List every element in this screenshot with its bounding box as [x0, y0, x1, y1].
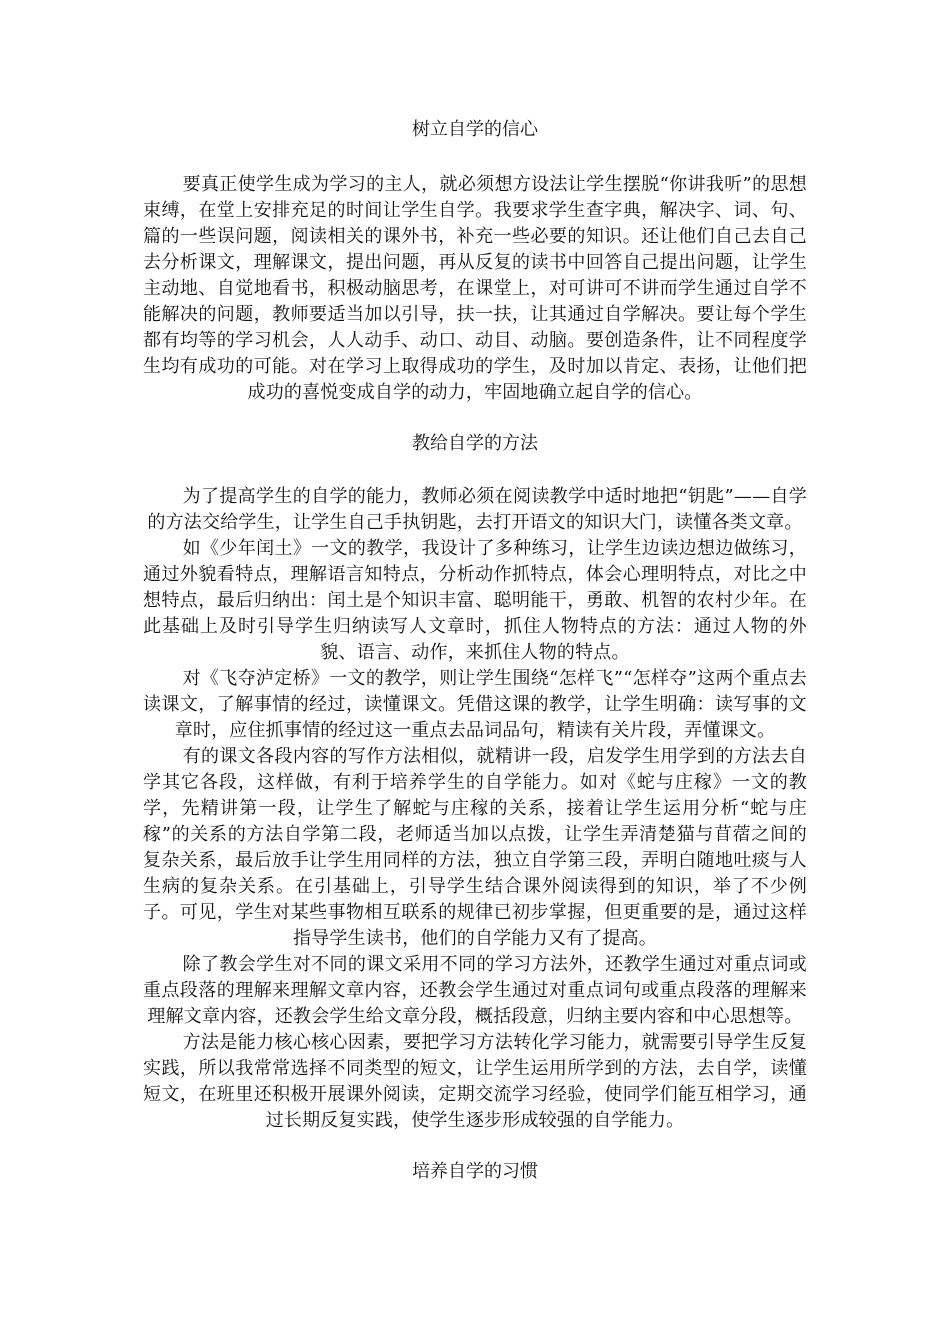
paragraph: 方法是能力核心核心因素，要把学习方法转化学习能力，就需要引导学生反复实践，所以我常常选择不同类型的短文，让学生运用所学到的方法，去自学，读懂短文，在班里还积极开展课外阅读，定期交流学习经验，使同学们能互相学习，通过长期反复实践，使学生逐步形成较强的自学能力。	[143, 1032, 807, 1131]
paragraph: 除了教会学生对不同的课文采用不同的学习方法外，还教学生通过对重点词或重点段落的理解来理解文章内容，还教会学生通过对重点词句或重点段落的理解来理解文章内容，还教会学生给文章分段，概括段意，归纳主要内容和中心思想等。	[143, 954, 807, 1027]
document-page	[143, 116, 807, 1186]
paragraph: 有的课文各段内容的写作方法相似，就精讲一段，启发学生用学到的方法去自学其它各段，这样做，有利于培养学生的自学能力。如对《蛇与庄稼》一文的教学，先精讲第一段，让学生了解蛇与庄稼的关系，接着让学生运用分析“蛇与庄稼”的关系的方法自学第二段，老师适当加以点拨，让学生弄清楚猫与苜蓿之间的复杂关系，最后放手让学生用同样的方法，独立自学第三段，弄明白随地吐痰与人生病的复杂关系。在引基础上，引导学生结合课外阅读得到的知识，举了不少例子。可见，学生对某些事物相互联系的规律已初步掌握，但更重要的是，通过这样指导学生读书，他们的自学能力又有了提高。	[143, 746, 807, 949]
section-heading-confidence: 树立自学的信心	[412, 119, 538, 140]
section-heading-habits: 培养自学的习惯	[412, 1161, 538, 1182]
paragraph: 为了提高学生的自学的能力，教师必须在阅读教学中适时地把“钥匙”——自学的方法交给学生，让学生自己手执钥匙，去打开语文的知识大门，读懂各类文章。	[147, 486, 807, 533]
paragraph: 如《少年闰土》一文的教学，我设计了多种练习，让学生边读边想边做练习，通过外貌看特点，理解语言知特点，分析动作抓特点，体会心理明特点，对比之中想特点，最后归纳出：闰土是个知识丰富、聪明能干，勇敢、机智的农村少年。在此基础上及时引导学生归纳读写人文章时，抓住人物特点的方法：通过人物的外貌、语言、动作，来抓住人物的特点。	[143, 538, 807, 663]
paragraph: 对《飞夺泸定桥》一文的教学，则让学生围绕“怎样飞”“怎样夺”这两个重点去读课文，了解事情的经过，读懂课文。凭借这课的教学，让学生明确：读写事的文章时，应住抓事情的经过这一重点去品词品句，精读有关片段，弄懂课文。	[143, 668, 807, 741]
paragraph: 要真正使学生成为学习的主人，就必须想方设法让学生摆脱“你讲我听”的思想束缚，在堂上安排充足的时间让学生自学。我要求学生查字典，解决字、词、句、篇的一些误问题，阅读相关的课外书，补充一些必要的知识。还让他们自己去自己去分析课文，理解课文，提出问题，再从反复的读书中回答自己提出问题，让学生主动地、自觉地看书，积极动脑思考，在课堂上，对可讲可不讲而学生通过自学不能解决的问题，教师要适当加以引导，扶一扶，让其通过自学解决。要让每个学生都有均等的学习机会，人人动手、动口、动目、动脑。要创造条件，让不同程度学生均有成功的可能。对在学习上取得成功的学生，及时加以肯定、表扬，让他们把成功的喜悦变成自学的动力，牢固地确立起自学的信心。	[143, 174, 807, 403]
section-heading-methods: 教给自学的方法	[412, 433, 538, 454]
